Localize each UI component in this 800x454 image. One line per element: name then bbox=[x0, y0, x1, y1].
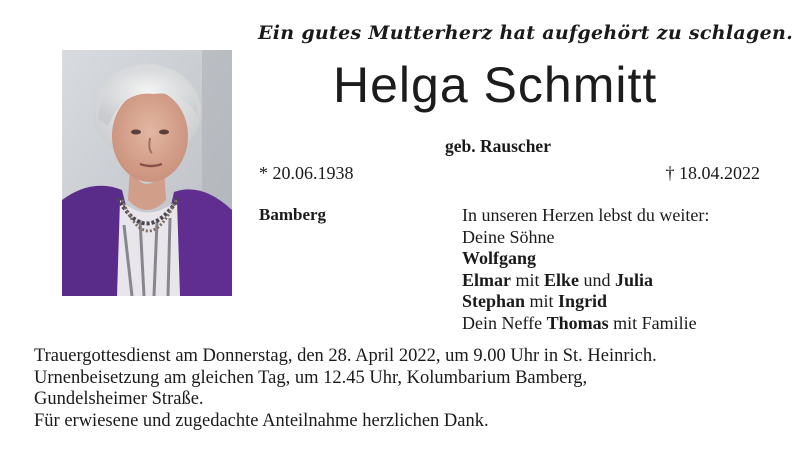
mourner-name: Wolfgang bbox=[462, 248, 537, 268]
mourner-name: Julia bbox=[615, 269, 654, 290]
mourner-name: Elke bbox=[544, 269, 580, 290]
portrait-photo bbox=[62, 50, 232, 296]
nephew-suffix: mit Familie bbox=[613, 312, 697, 333]
mourner-line bbox=[462, 291, 709, 313]
deceased-name: Helga Schmitt bbox=[333, 57, 658, 113]
motto-line: Ein gutes Mutterherz hat aufgehört zu schlagen. bbox=[258, 22, 794, 44]
mourner-name: Stephan bbox=[462, 291, 526, 311]
mourners-list bbox=[462, 205, 709, 334]
address-line: Gundelsheimer Straße. bbox=[34, 389, 204, 409]
connector-word: mit bbox=[529, 291, 554, 311]
mourners-intro: In unseren Herzen lebst du weiter: bbox=[462, 205, 710, 225]
connector-word: und bbox=[583, 269, 611, 290]
service-line: Trauergottesdienst am Donnerstag, den 28. April 2022, um 9.00 Uhr in St. Heinrich. bbox=[34, 346, 657, 366]
thanks-line: Für erwiesene und zugedachte Anteilnahme herzlichen Dank. bbox=[34, 410, 489, 431]
birth-date: * 20.06.1938 bbox=[259, 163, 354, 183]
mourner-line bbox=[462, 248, 709, 270]
connector-word: mit bbox=[515, 269, 540, 290]
place-name: Bamberg bbox=[259, 205, 327, 224]
service-details bbox=[34, 346, 657, 432]
mourner-name: Thomas bbox=[546, 312, 609, 333]
mourner-name: Elmar bbox=[462, 269, 511, 290]
mourner-name: Ingrid bbox=[558, 291, 608, 311]
birth-name: geb. Rauscher bbox=[445, 136, 551, 156]
portrait-illustration bbox=[62, 50, 232, 296]
sons-label: Deine Söhne bbox=[462, 226, 555, 247]
mourner-line bbox=[462, 270, 709, 292]
nephew-label: Dein Neffe bbox=[462, 312, 543, 333]
burial-line: Urnenbeisetzung am gleichen Tag, um 12.45 Uhr, Kolumbarium Bamberg, bbox=[34, 367, 588, 388]
death-date: † 18.04.2022 bbox=[665, 163, 760, 183]
mourner-line bbox=[462, 313, 709, 335]
